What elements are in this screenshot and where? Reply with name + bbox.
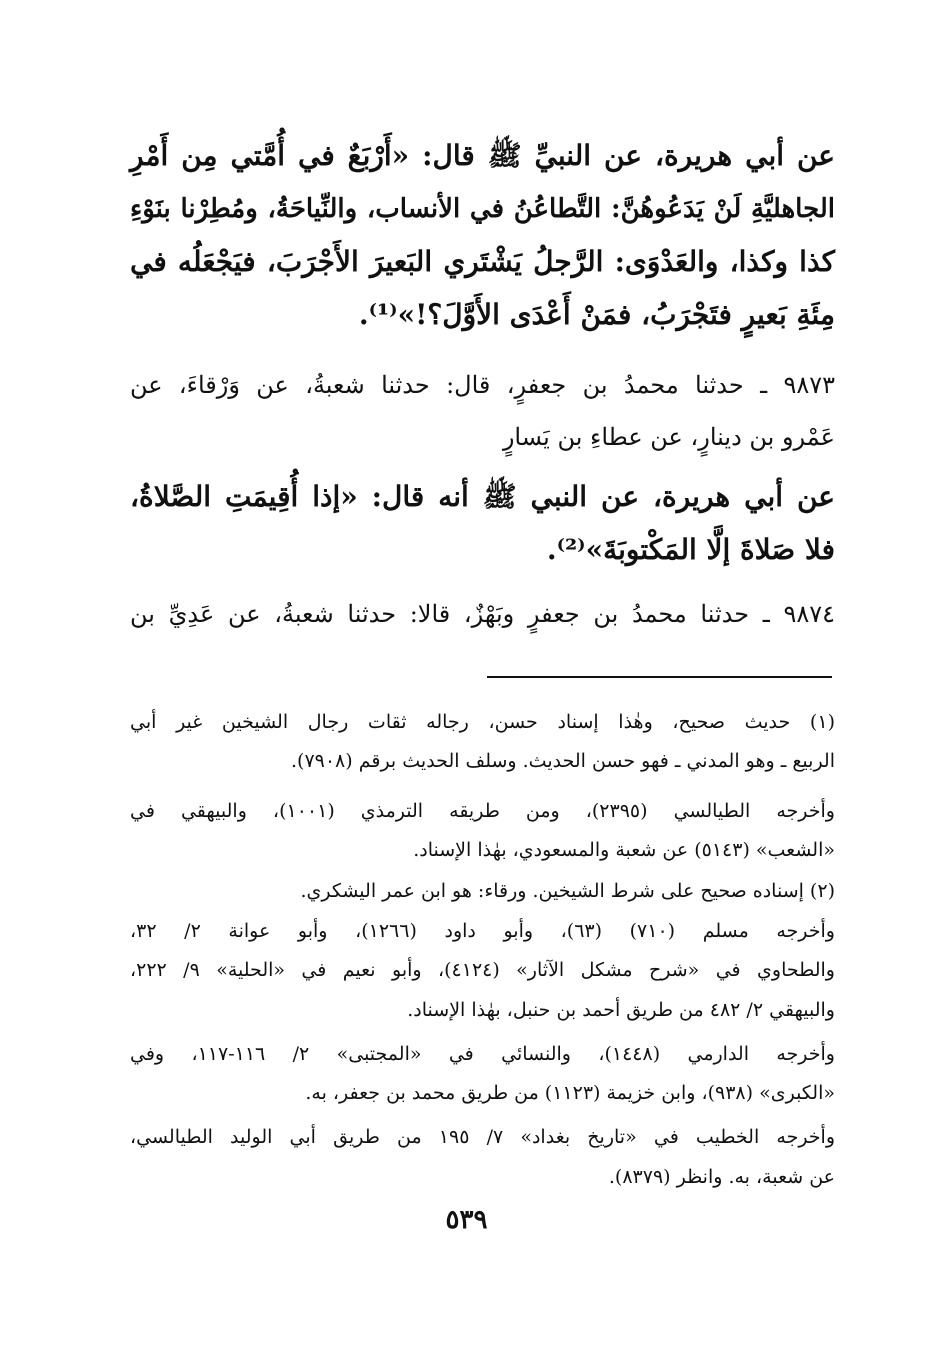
- matn-line: عن أبي هريرة، عن النبيِّ ﷺ قال: «أَرْبَعٌ في أُمَّتي مِن أَمْرِ: [130, 139, 835, 172]
- footnote-line: عن شعبة، به. وانظر (٨٣٧٩).: [608, 1166, 835, 1188]
- footnote-line: والطحاوي في «شرح مشكل الآثار» (٤١٢٤)، وأبو نعيم في «الحلية» ٩/ ٢٢٢،: [130, 959, 835, 981]
- footnote-line: وأخرجه الدارمي (١٤٤٨)، والنسائي في «المجتبى» ٢/ ١١٦-١١٧، وفي: [130, 1043, 835, 1065]
- footnote-line: (١) حديث صحيح، وهٰذا إسناد حسن، رجاله ثقات رجال الشيخين غير أبي: [130, 711, 835, 733]
- footnote-line: وأخرجه الطيالسي (٢٣٩٥)، ومن طريقه الترمذي (١٠٠١)، والبيهقي في: [130, 800, 835, 822]
- footnote-line: «الشعب» (٥١٤٣) عن شعبة والمسعودي، بهٰذا الإسناد.: [413, 839, 835, 861]
- isnad-line: ٩٨٧٤ ـ حدثنا محمدُ بن جعفرٍ وبَهْزٌ، قالا: حدثنا شعبةُ، عن عَدِيِّ بن: [130, 600, 835, 628]
- matn-line: كذا وكذا، والعَدْوَى: الرَّجلُ يَشْتَري البَعيرَ الأَجْرَبَ، فيَجْعَلُه في: [130, 245, 835, 278]
- footnote-line: والبيهقي ٢/ ٤٨٢ من طريق أحمد بن حنبل، بهٰذا الإسناد.: [407, 999, 835, 1021]
- matn-line: مِئَةِ بَعيرٍ فتَجْرَبُ، فمَنْ أَعْدَى الأَوَّلَ؟!»⁽¹⁾.: [358, 298, 835, 331]
- footnote-line: وأخرجه مسلم (٧١٠) (٦٣)، وأبو داود (١٢٦٦)، وأبو عوانة ٢/ ٣٢،: [130, 920, 835, 942]
- matn-line: فلا صَلاةَ إلَّا المَكْتوبَةَ»⁽²⁾.: [546, 533, 835, 566]
- footnote-line: الربيع ـ وهو المدني ـ فهو حسن الحديث. وسلف الحديث برقم (٧٩٠٨).: [290, 750, 835, 772]
- footnote-line: (٢) إسناده صحيح على شرط الشيخين. ورقاء: هو ابن عمر اليشكري.: [300, 880, 835, 902]
- footnote-line: وأخرجه الخطيب في «تاريخ بغداد» ٧/ ١٩٥ من طريق أبي الوليد الطيالسي،: [130, 1126, 836, 1148]
- isnad-line: عَمْرو بن دينارٍ، عن عطاءِ بن يَسارٍ: [502, 423, 835, 451]
- matn-line: الجاهليَّةِ لَنْ يَدَعُوهُنَّ: التَّطاعُنُ في الأنساب، والنِّياحَةُ، ومُطِرْنا بنَوْءِ: [130, 194, 835, 224]
- isnad-line: ٩٨٧٣ ـ حدثنا محمدُ بن جعفرٍ، قال: حدثنا شعبةُ، عن وَرْقاءَ، عن: [130, 371, 835, 399]
- footnote-separator: [487, 676, 832, 678]
- footnote-line: «الكبرى» (٩٣٨)، وابن خزيمة (١١٢٣) من طريق محمد بن جعفر، به.: [305, 1082, 835, 1104]
- page-number: ٥٣٩: [445, 1205, 488, 1235]
- matn-line: عن أبي هريرة، عن النبي ﷺ أنه قال: «إذا أُقِيمَتِ الصَّلاةُ،: [130, 480, 835, 513]
